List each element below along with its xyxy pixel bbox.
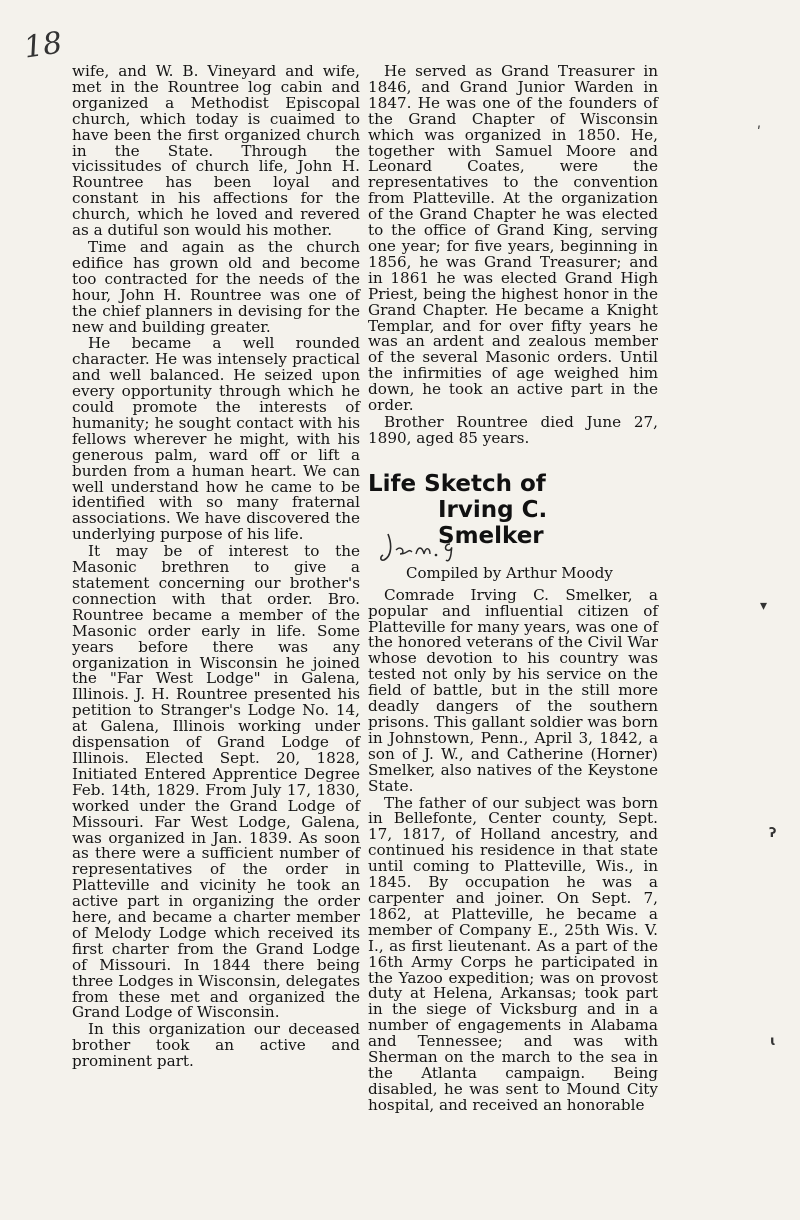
paragraph: wife, and W. B. Vineyard and wife, met in the Rountree log cabin and organized a Methodist Episcopal church, which today is cuaimed to have been the first organized church in the State. Through the vicissitudes of church life, John H. Rountree has been loyal and constant in his affections for the church, which he loved and revered as a dutiful son would his mother. xyxy=(72,62,360,240)
byline: Compiled by Arthur Moody xyxy=(406,563,613,582)
right-column xyxy=(368,64,658,1114)
margin-mark: ▾ xyxy=(760,598,768,614)
page-number: 18 xyxy=(21,25,65,66)
heading-line-2: Irving C. Smelker xyxy=(438,496,548,549)
handwritten-note xyxy=(378,530,468,564)
margin-mark: ʔ xyxy=(769,826,777,841)
paragraph: It may be of interest to the Masonic brethren to give a statement concerning our brother's connection with that order. Bro. Rountree became a member of the Masonic order early in life. Some years before there was any organization in Wisconsin he joined the "Far West Lodge" in Galena, Illinois. J. H. Rountree presented his petition to Stranger's Lodge No. 14, at Galena, Illinois working under dispensation of Grand Lodge of Illinois. Elected Sept. 20, 1828, Initiated Entered Apprentice Degree Feb. 14th, 1829. From July 17, 1830, worked under the Grand Lodge of Missouri. Far West Lodge, Galena, was organized in Jan. 1839. As soon as there were a sufficient number of representatives of the order in Platteville and vicinity he took an active part in organizing the order here, and became a charter member of Melody Lodge which received its first charter from the Grand Lodge of Missouri. In 1844 there being three Lodges in Wisconsin, delegates from these met and organized the Grand Lodge of Wisconsin. xyxy=(72,542,360,1022)
margin-mark: ɩ xyxy=(770,1034,776,1049)
paragraph: Time and again as the church edifice has grown old and become too contracted for the needs of the hour, John H. Rountree was one of the chief planners in devising for the new and building greater. xyxy=(72,237,360,336)
paragraph: He became a well rounded character. He was intensely practical and well balanced. He seized upon every opportunity through which he could promote the interests of humanity; he sought contact with his fellows wherever he might, with his generous palm, ward off or lift a burden from a human heart. We can well understand how he came to be identified with so many fraternal associations. We have discovered the underlying purpose of his life. xyxy=(72,334,360,544)
paragraph: He served as Grand Treasurer in 1846, and Grand Junior Warden in 1847. He was one of the founders of the Grand Chapter of Wisconsin which was organized in 1850. He, together with Samuel Moore and Leonard Coates, were the representatives to the convention from Platteville. At the organization of the Grand Chapter he was elected to the office of Grand King, serving one year; for five years, beginning in 1856, he was Grand Treasurer; and in 1861 he was elected Grand High Priest, being the highest honor in the Grand Chapter. He became a Knight Templar, and for over fifty years he was an ardent and zealous member of the several Masonic orders. Until the infirmities of age weighed him down, he took an active part in the order. xyxy=(368,62,658,415)
heading-line-1: Life Sketch of xyxy=(368,470,546,497)
paragraph: Comrade Irving C. Smelker, a popular and influential citizen of Platteville for many years, was one of the honored veterans of the Civil War whose devotion to his country was tested not only by his service on the field of battle, but in the still more deadly dangers of the southern prisons. This gallant soldier was born in Johnstown, Penn., April 3, 1842, a son of J. W., and Catherine (Horner) Smelker, also natives of the Keystone State. xyxy=(368,585,658,795)
paragraph: In this organization our deceased brother took an active and prominent part. xyxy=(72,1020,360,1071)
paragraph: Brother Rountree died June 27, 1890, aged 85 years. xyxy=(368,412,658,447)
paragraph: The father of our subject was born in Bellefonte, Center county, Sept. 17, 1817, of Holland ancestry, and continued his residence in that state until coming to Platteville, Wis., in 1845. By occupation he was a carpenter and joiner. On Sept. 7, 1862, at Platteville, he became a member of Company E., 25th Wis. V. I., as first lieutenant. As a part of the 16th Army Corps he participated in the Yazoo expedition; was on provost duty at Helena, Arkansas; took part in the siege of Vicksburg and in a number of engagements in Alabama and Tennessee; and was with Sherman on the march to the sea in the Atlanta campaign. Being disabled, he was sent to Mound City hospital, and received an honorable xyxy=(368,793,658,1114)
left-column xyxy=(72,64,360,1070)
margin-mark: ʹ xyxy=(757,125,761,141)
